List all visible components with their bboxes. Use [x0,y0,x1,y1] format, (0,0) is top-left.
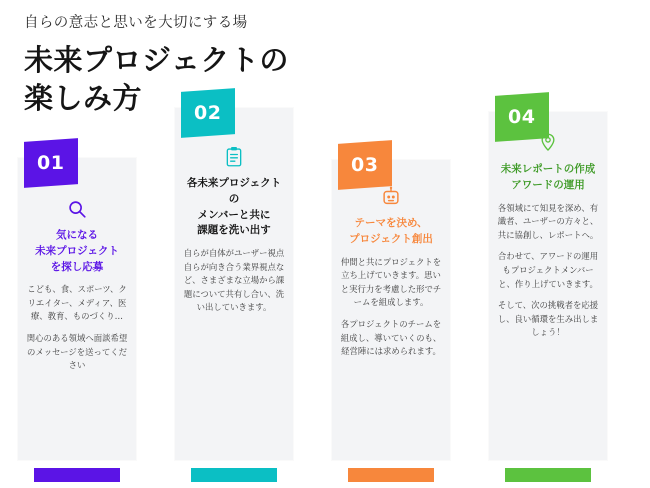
page-title-line-1: 未来プロジェクトの [24,42,289,77]
step-body-04: 各領域にて知見を深め、有識者、ユーザーの方々と、共に協創し、レポートへ。 合わせて、アワードの運用もプロジェクトメンバーと、作り上げていきます。 そして、次の挑戦者を応援し、良い循環を生み出しましょう！ [497,202,599,338]
step-badge-02: 02 [181,88,235,138]
step-footbar-03 [348,468,434,482]
clipboard-icon [183,142,285,172]
step-card-01 [18,158,136,460]
step-title-02: 各未来プロジェクトの メンバーと共に 課題を洗い出す [186,177,282,237]
magnifier-icon [26,194,128,224]
page-title-line-2: 楽しみ方 [24,81,143,116]
slide-subtitle: 自らの意志と思いを大切にする場 [24,15,248,31]
step-footbar-04 [505,468,591,482]
steps-container [0,96,650,488]
step-title-01: 気になる 未来プロジェクト を探し応募 [35,229,119,273]
step-footbar-01 [34,468,120,482]
step-badge-03: 03 [338,140,392,190]
step-card-03 [332,160,450,460]
step-title-04: 未来レポートの作成 アワードの運用 [500,163,596,191]
step-card-02 [175,108,293,460]
step-body-02: 自らが自体がユーザー視点 自らが向き合う業界視点など、さまざまな立場から課題について共有し合い、洗い出していきます。 [183,248,285,313]
step-body-01: こども、食、スポーツ、クリエイター、メディア、医療、教育、ものづくり… 関心のある領域へ面談希望のメッセージを送ってください [26,284,128,371]
step-title-03: テーマを決め、 プロジェクト創出 [349,217,433,245]
step-badge-04: 04 [495,92,549,142]
step-card-04 [489,112,607,460]
step-badge-01: 01 [24,138,78,188]
step-footbar-02 [191,468,277,482]
step-body-03: 仲間と共にプロジェクトを立ち上げていきます。思いと実行力を考慮した形でチームを組成します。 各プロジェクトのチームを組成し、導いていくのも、経営陣には求められます。 [340,256,442,357]
